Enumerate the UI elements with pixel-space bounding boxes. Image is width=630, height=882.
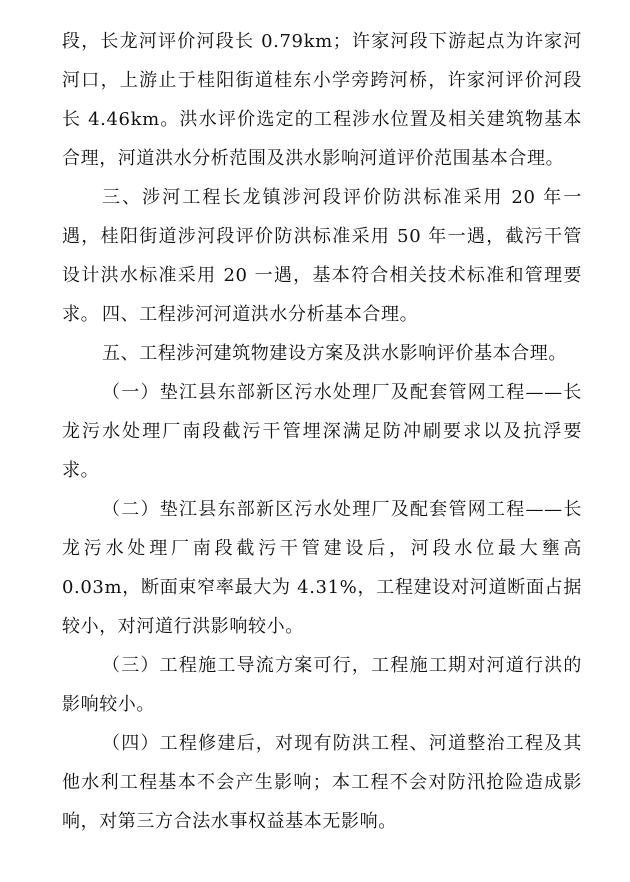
paragraph-item-4: （四）工程修建后，对现有防洪工程、河道整治工程及其他水利工程基本不会产生影响；本工程不会对防汛抢险造成影响，对第三方合法水事权益基本无影响。	[62, 733, 582, 832]
paragraph-flood-analysis: 四、工程涉河河道洪水分析基本合理。	[102, 304, 419, 325]
paragraph-item-1: （一）垫江县东部新区污水处理厂及配套管网工程——长龙污水处理厂南段截污干管埋深满足防冲刷要求以及抗浮要求。	[62, 382, 582, 481]
paragraph-item-2: （二）垫江县东部新区污水处理厂及配套管网工程——长龙污水处理厂南段截污干管建设后，河段水位最大壅高 0.03m，断面束窄率最大为 4.31%，工程建设对河道断面占据较小，对河道行洪影响较小。	[62, 499, 582, 637]
paragraph-continuation: 段，长龙河评价河段长 0.79km；许家河段下游起点为许家河河口，上游止于桂阳街道桂东小学旁跨河桥，许家河评价河段长 4.46km。洪水评价选定的工程涉水位置及相关建筑物基本合理，河道洪水分析范围及洪水影响河道评价范围基本合理。	[62, 31, 582, 169]
paragraph-flood-standard: 三、涉河工程长龙镇涉河段评价防洪标准采用 20 年一遇，桂阳街道涉河段评价防洪标准采用 50 年一遇，截污干管设计洪水标准采用 20 一遇，基本符合相关技术标准和管理要求。	[62, 187, 582, 325]
paragraph-construction-plan: 五、工程涉河建筑物建设方案及洪水影响评价基本合理。	[102, 343, 567, 364]
paragraph-item-3: （三）工程施工导流方案可行，工程施工期对河道行洪的影响较小。	[62, 655, 582, 715]
